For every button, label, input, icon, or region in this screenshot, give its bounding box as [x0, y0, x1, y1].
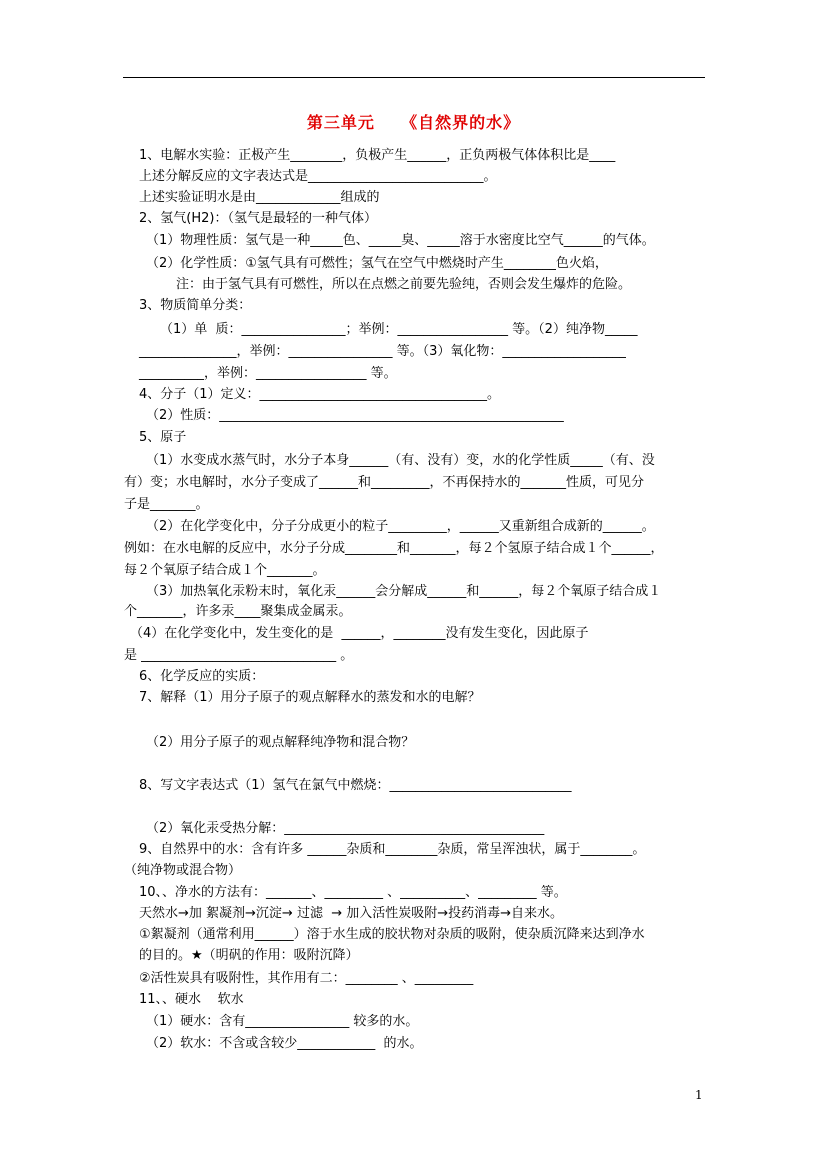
header-rule [123, 77, 705, 78]
text-line: 8、写文字表达式（1）氢气在氯气中燃烧：____________________________ [139, 778, 572, 793]
text-line: ②活性炭具有吸附性，其作用有二：________ 、_________ [139, 971, 474, 986]
text-line: （2）软水：不含或含较少____________ 的水。 [146, 1036, 423, 1051]
text-line: （纯净物或混合物） [124, 863, 242, 878]
text-line: （2）性质：_____________________________________________________ [146, 408, 564, 423]
text-line: 9、自然界中的水：含有许多 ______杂质和________杂质，常呈浑浊状，属于________。 [139, 842, 646, 857]
text-line: 1、电解水实验：正极产生________，负极产生______，正负两极气体体积比是____ [139, 148, 616, 163]
text-line: （1）物理性质：氢气是一种_____色、_____臭、_____溶于水密度比空气______的气体。 [146, 233, 655, 248]
text-line: 7、解释（1）用分子原子的观点解释水的蒸发和水的电解？ [139, 690, 481, 705]
text-line: （3）加热氧化汞粉末时，氧化汞______会分解成______和______，每２个氧原子结合成１ [146, 584, 662, 599]
text-line: 例如：在水电解的反应中，水分子分成________和_______，每２个氢原子结合成１个______， [124, 541, 664, 556]
text-line: 上述分解反应的文字表达式是___________________________。 [139, 169, 497, 184]
text-line: 11、、硬水 软水 [139, 992, 244, 1007]
text-line: 个_______，许多汞____聚集成金属汞。 [124, 604, 352, 619]
text-line: （2）氧化汞受热分解：________________________________________ [146, 821, 545, 836]
text-line: （4）在化学变化中，发生变化的是 ______，________没有发生变化，因此原子 [130, 626, 589, 641]
text-line: 子是_______。 [124, 497, 209, 512]
text-line: ①絮凝剂（通常利用______）溶于水生成的胶状物对杂质的吸附，使杂质沉降来达到净水 [139, 927, 645, 942]
text-line: （2）化学性质：①氢气具有可燃性；氢气在空气中燃烧时产生________色火焰， [146, 256, 608, 271]
text-line: 5、原子 [139, 430, 187, 445]
text-line: 上述实验证明水是由_____________组成的 [139, 190, 380, 205]
text-line: （1）硬水：含有________________ 较多的水。 [146, 1014, 419, 1029]
text-line: （2）用分子原子的观点解释纯净物和混合物？ [146, 735, 415, 750]
page-title: 第三单元 《自然界的水》 [306, 113, 521, 132]
text-line: 有）变；水电解时，水分子变成了______和_________，不再保持水的_______性质，可见分 [124, 475, 645, 490]
text-line: _______________，举例：________________ 等。（3）氧化物：___________________ [139, 344, 626, 359]
text-line: 4、分子（1）定义：___________________________________。 [139, 387, 501, 402]
text-line: 2、氢气(H2)：（氢气是最轻的一种气体） [139, 211, 377, 226]
text-line: （2）在化学变化中，分子分成更小的粒子_________，______又重新组合成新的______。 [146, 519, 655, 534]
text-line: （1）水变成水蒸气时，水分子本身______（有、没有）变，水的化学性质_____（有、没 [146, 453, 655, 468]
text-line: 6、化学反应的实质： [139, 669, 265, 684]
text-line: （1）单 质：________________；举例：_________________ 等。（2）纯净物_____ [160, 322, 638, 337]
text-line: 天然水→加 絮凝剂→沉淀→ 过滤 → 加入活性炭吸附→投药消毒→自来水。 [139, 906, 564, 921]
text-line: 是 ______________________________ 。 [124, 648, 354, 663]
text-line: 3、物质简单分类： [139, 298, 252, 313]
text-line: 注：由于氢气具有可燃性，所以在点燃之前要先验纯，否则会发生爆炸的危险。 [176, 277, 632, 292]
text-line: 每２个氧原子结合成１个_______。 [124, 563, 326, 578]
text-line: __________，举例：_________________ 等。 [139, 366, 397, 381]
page-number: 1 [695, 1088, 703, 1102]
text-line: 10、、净水的方法有：_______、_________ 、__________、_________ 等。 [139, 885, 567, 900]
text-line: 的目的。★（明矾的作用：吸附沉降） [139, 948, 359, 963]
